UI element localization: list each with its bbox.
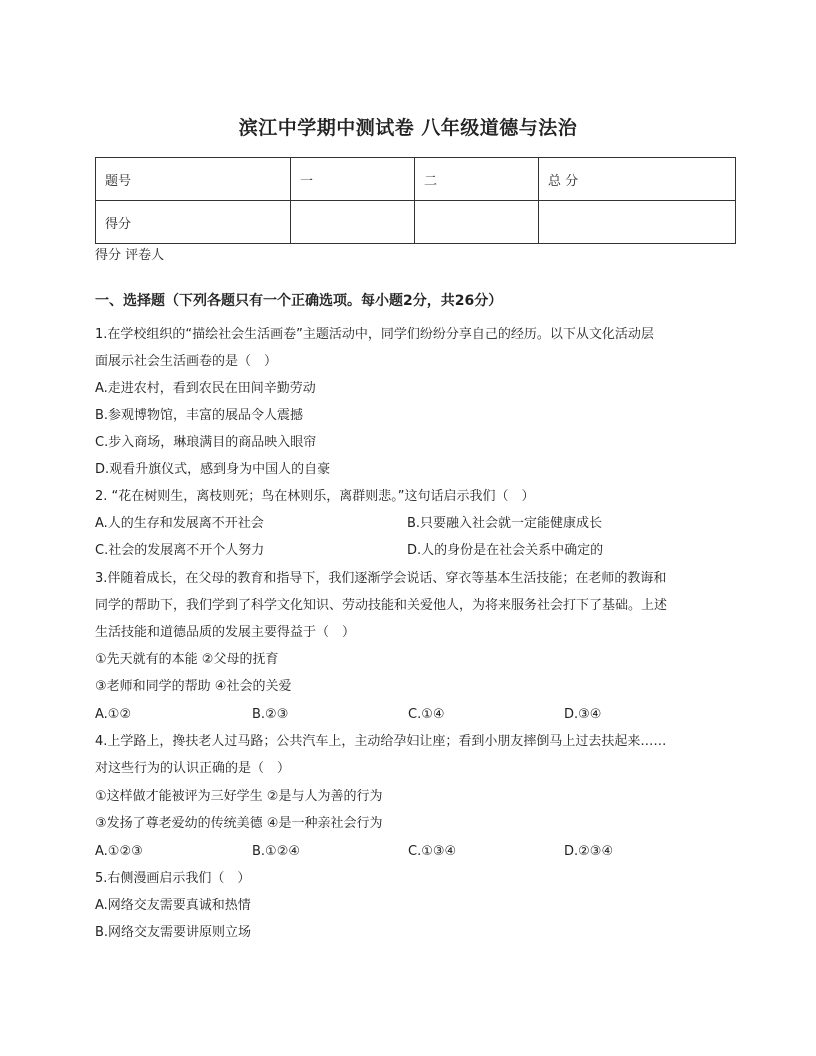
option-c: C.步入商场，琳琅满目的商品映入眼帘	[95, 435, 317, 450]
option-d: D.②③④	[564, 844, 614, 859]
table-cell: 题号	[96, 158, 291, 201]
question-items: ③老师和同学的帮助 ④社会的关爱	[95, 679, 292, 694]
question-stem: 3.伴随着成长，在父母的教育和指导下，我们逐渐学会说话、穿衣等基本生活技能；在老师的教诲和	[95, 571, 667, 586]
question-stem: 对这些行为的认识正确的是（ ）	[95, 761, 291, 776]
table-cell: 得分	[96, 201, 291, 244]
question-items: ①先天就有的本能 ②父母的抚育	[95, 652, 279, 667]
table-row	[96, 158, 736, 201]
table-cell	[539, 201, 736, 244]
table-cell: 二	[415, 158, 539, 201]
option-a: A.走进农村，看到农民在田间辛勤劳动	[95, 381, 316, 396]
table-cell: 一	[291, 158, 415, 201]
question-stem: 同学的帮助下，我们学到了科学文化知识、劳动技能和关爱他人，为将来服务社会打下了基础。上述	[95, 598, 668, 613]
question-stem: 生活技能和道德品质的发展主要得益于（ ）	[95, 625, 356, 640]
table-cell: 总 分	[539, 158, 736, 201]
grader-line: 得分 评卷人	[95, 248, 165, 263]
option-c: C.①④	[408, 707, 445, 722]
question-stem: 2. “花在树则生，离枝则死；鸟在林则乐，离群则悲。”这句话启示我们（ ）	[95, 489, 535, 504]
option-b: B.网络交友需要讲原则立场	[95, 925, 252, 940]
question-stem: 4.上学路上，搀扶老人过马路；公共汽车上，主动给孕妇让座；看到小朋友摔倒马上过去扶起来……	[95, 734, 667, 749]
question-items: ①这样做才能被评为三好学生 ②是与人为善的行为	[95, 789, 383, 804]
option-d: D.观看升旗仪式，感到身为中国人的自豪	[95, 462, 331, 477]
option-b: B.参观博物馆，丰富的展品令人震撼	[95, 408, 304, 423]
option-a: A.人的生存和发展离不开社会	[95, 516, 264, 531]
option-a: A.①②③	[95, 844, 143, 859]
option-b: B.②③	[252, 707, 289, 722]
option-a: A.①②	[95, 707, 132, 722]
option-b: B.①②④	[252, 844, 301, 859]
question-stem: 5.右侧漫画启示我们（ ）	[95, 871, 251, 886]
question-stem: 1.在学校组织的“描绘社会生活画卷”主题活动中，同学们纷纷分享自己的经历。以下从文化活动层	[95, 327, 654, 342]
option-c: C.①③④	[408, 844, 457, 859]
option-b: B.只要融入社会就一定能健康成长	[407, 516, 603, 531]
section-title: 一、选择题（下列各题只有一个正确选项。每小题2分，共26分）	[95, 293, 503, 309]
question-stem: 面展示社会生活画卷的是（ ）	[95, 354, 278, 369]
table-row	[96, 201, 736, 244]
score-table	[95, 157, 736, 244]
option-d: D.人的身份是在社会关系中确定的	[407, 543, 604, 558]
option-d: D.③④	[564, 707, 602, 722]
option-a: A.网络交友需要真诚和热情	[95, 898, 251, 913]
option-c: C.社会的发展离不开个人努力	[95, 543, 265, 558]
table-cell	[291, 201, 415, 244]
table-cell	[415, 201, 539, 244]
page-title: 滨江中学期中测试卷 八年级道德与法治	[238, 117, 578, 139]
question-items: ③发扬了尊老爱幼的传统美德 ④是一种亲社会行为	[95, 816, 383, 831]
